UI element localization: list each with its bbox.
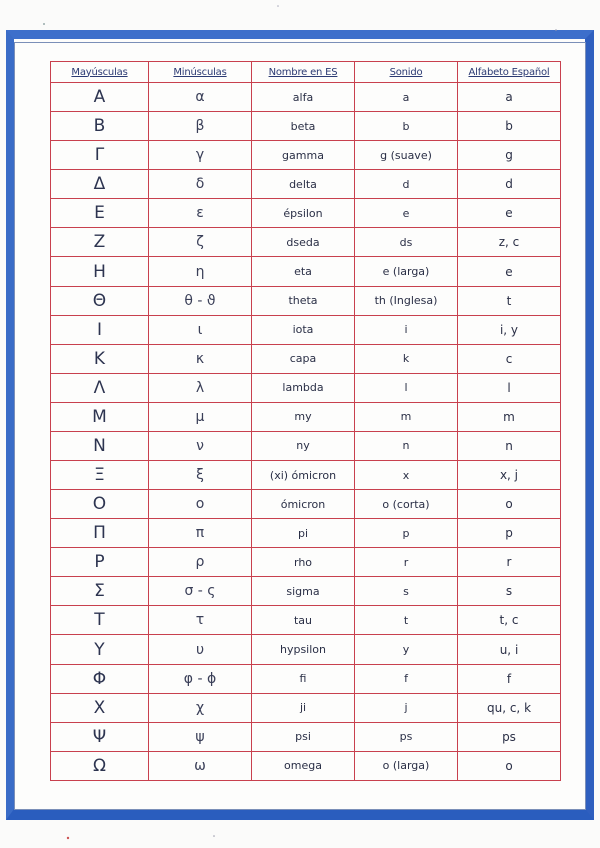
cell-sonido: i bbox=[355, 315, 458, 344]
cell-mayuscula: Ω bbox=[51, 751, 149, 780]
cell-mayuscula: Π bbox=[51, 519, 149, 548]
cell-minuscula: ν bbox=[149, 431, 252, 460]
cell-nombre: ny bbox=[252, 431, 355, 460]
cell-alfabeto: m bbox=[458, 402, 561, 431]
cell-alfabeto: o bbox=[458, 751, 561, 780]
cell-nombre: my bbox=[252, 402, 355, 431]
cell-alfabeto: a bbox=[458, 83, 561, 112]
cell-minuscula: ρ bbox=[149, 548, 252, 577]
cell-alfabeto: u, i bbox=[458, 635, 561, 664]
cell-minuscula: κ bbox=[149, 344, 252, 373]
table-row bbox=[51, 373, 561, 402]
table-row bbox=[51, 199, 561, 228]
table-row bbox=[51, 461, 561, 490]
cell-minuscula: τ bbox=[149, 606, 252, 635]
cell-nombre: tau bbox=[252, 606, 355, 635]
cell-mayuscula: Φ bbox=[51, 664, 149, 693]
cell-minuscula: ξ bbox=[149, 461, 252, 490]
cell-minuscula: ψ bbox=[149, 722, 252, 751]
cell-nombre: delta bbox=[252, 170, 355, 199]
cell-mayuscula: Ι bbox=[51, 315, 149, 344]
cell-minuscula: α bbox=[149, 83, 252, 112]
cell-alfabeto: ps bbox=[458, 722, 561, 751]
cell-sonido: p bbox=[355, 519, 458, 548]
table-row bbox=[51, 112, 561, 141]
cell-nombre: sigma bbox=[252, 577, 355, 606]
cell-mayuscula: Σ bbox=[51, 577, 149, 606]
cell-sonido: n bbox=[355, 431, 458, 460]
cell-nombre: rho bbox=[252, 548, 355, 577]
cell-nombre: iota bbox=[252, 315, 355, 344]
cell-sonido: g (suave) bbox=[355, 141, 458, 170]
cell-minuscula: γ bbox=[149, 141, 252, 170]
cell-alfabeto: g bbox=[458, 141, 561, 170]
cell-minuscula: φ - ϕ bbox=[149, 664, 252, 693]
greek-alphabet-table bbox=[50, 61, 561, 781]
cell-nombre: lambda bbox=[252, 373, 355, 402]
cell-minuscula: θ - ϑ bbox=[149, 286, 252, 315]
cell-sonido: f bbox=[355, 664, 458, 693]
header-sonido: Sonido bbox=[355, 62, 458, 83]
cell-alfabeto: c bbox=[458, 344, 561, 373]
cell-nombre: ji bbox=[252, 693, 355, 722]
table-row bbox=[51, 286, 561, 315]
cell-minuscula: β bbox=[149, 112, 252, 141]
table-row bbox=[51, 693, 561, 722]
table-row bbox=[51, 519, 561, 548]
cell-alfabeto: z, c bbox=[458, 228, 561, 257]
cell-minuscula: ο bbox=[149, 490, 252, 519]
cell-sonido: r bbox=[355, 548, 458, 577]
table-row bbox=[51, 431, 561, 460]
table-row bbox=[51, 228, 561, 257]
cell-nombre: omega bbox=[252, 751, 355, 780]
cell-alfabeto: l bbox=[458, 373, 561, 402]
cell-sonido: x bbox=[355, 461, 458, 490]
cell-minuscula: ζ bbox=[149, 228, 252, 257]
cell-sonido: ds bbox=[355, 228, 458, 257]
cell-mayuscula: Ο bbox=[51, 490, 149, 519]
cell-minuscula: ω bbox=[149, 751, 252, 780]
cell-sonido: e bbox=[355, 199, 458, 228]
table-row bbox=[51, 402, 561, 431]
cell-sonido: ps bbox=[355, 722, 458, 751]
table-row bbox=[51, 635, 561, 664]
cell-alfabeto: t bbox=[458, 286, 561, 315]
header-mayusculas: Mayúsculas bbox=[51, 62, 149, 83]
cell-minuscula: χ bbox=[149, 693, 252, 722]
cell-sonido: e (larga) bbox=[355, 257, 458, 286]
cell-sonido: d bbox=[355, 170, 458, 199]
cell-mayuscula: Β bbox=[51, 112, 149, 141]
header-minusculas: Minúsculas bbox=[149, 62, 252, 83]
table-row bbox=[51, 664, 561, 693]
cell-mayuscula: Κ bbox=[51, 344, 149, 373]
cell-sonido: o (larga) bbox=[355, 751, 458, 780]
table-row bbox=[51, 722, 561, 751]
cell-mayuscula: Δ bbox=[51, 170, 149, 199]
table-row bbox=[51, 141, 561, 170]
cell-nombre: hypsilon bbox=[252, 635, 355, 664]
table-row bbox=[51, 751, 561, 780]
cell-mayuscula: Υ bbox=[51, 635, 149, 664]
cell-sonido: m bbox=[355, 402, 458, 431]
cell-sonido: y bbox=[355, 635, 458, 664]
table-row bbox=[51, 577, 561, 606]
cell-alfabeto: b bbox=[458, 112, 561, 141]
cell-alfabeto: r bbox=[458, 548, 561, 577]
cell-mayuscula: Τ bbox=[51, 606, 149, 635]
cell-sonido: o (corta) bbox=[355, 490, 458, 519]
cell-sonido: k bbox=[355, 344, 458, 373]
cell-nombre: fi bbox=[252, 664, 355, 693]
cell-nombre: alfa bbox=[252, 83, 355, 112]
header-nombre: Nombre en ES bbox=[252, 62, 355, 83]
cell-mayuscula: Γ bbox=[51, 141, 149, 170]
cell-alfabeto: x, j bbox=[458, 461, 561, 490]
header-alfabeto-espanol: Alfabeto Español bbox=[458, 62, 561, 83]
cell-mayuscula: Χ bbox=[51, 693, 149, 722]
cell-alfabeto: e bbox=[458, 199, 561, 228]
cell-minuscula: σ - ς bbox=[149, 577, 252, 606]
cell-minuscula: η bbox=[149, 257, 252, 286]
cell-minuscula: μ bbox=[149, 402, 252, 431]
cell-minuscula: λ bbox=[149, 373, 252, 402]
cell-sonido: a bbox=[355, 83, 458, 112]
table-row bbox=[51, 257, 561, 286]
cell-nombre: pi bbox=[252, 519, 355, 548]
table-row bbox=[51, 490, 561, 519]
cell-alfabeto: n bbox=[458, 431, 561, 460]
cell-alfabeto: o bbox=[458, 490, 561, 519]
cell-alfabeto: p bbox=[458, 519, 561, 548]
cell-mayuscula: Ε bbox=[51, 199, 149, 228]
cell-mayuscula: Ρ bbox=[51, 548, 149, 577]
table-row bbox=[51, 606, 561, 635]
cell-mayuscula: Ζ bbox=[51, 228, 149, 257]
cell-alfabeto: i, y bbox=[458, 315, 561, 344]
cell-nombre: ómicron bbox=[252, 490, 355, 519]
cell-minuscula: π bbox=[149, 519, 252, 548]
cell-mayuscula: Ψ bbox=[51, 722, 149, 751]
cell-alfabeto: f bbox=[458, 664, 561, 693]
cell-alfabeto: t, c bbox=[458, 606, 561, 635]
cell-mayuscula: Λ bbox=[51, 373, 149, 402]
cell-mayuscula: Ξ bbox=[51, 461, 149, 490]
table-row bbox=[51, 548, 561, 577]
table-row bbox=[51, 83, 561, 112]
cell-nombre: dseda bbox=[252, 228, 355, 257]
cell-nombre: (xi) ómicron bbox=[252, 461, 355, 490]
cell-sonido: b bbox=[355, 112, 458, 141]
cell-nombre: beta bbox=[252, 112, 355, 141]
cell-alfabeto: s bbox=[458, 577, 561, 606]
header-row bbox=[51, 62, 561, 83]
cell-mayuscula: Θ bbox=[51, 286, 149, 315]
cell-nombre: gamma bbox=[252, 141, 355, 170]
cell-nombre: psi bbox=[252, 722, 355, 751]
cell-nombre: eta bbox=[252, 257, 355, 286]
cell-minuscula: δ bbox=[149, 170, 252, 199]
cell-sonido: th (Inglesa) bbox=[355, 286, 458, 315]
cell-alfabeto: d bbox=[458, 170, 561, 199]
cell-sonido: l bbox=[355, 373, 458, 402]
cell-mayuscula: Ν bbox=[51, 431, 149, 460]
cell-alfabeto: qu, c, k bbox=[458, 693, 561, 722]
cell-alfabeto: e bbox=[458, 257, 561, 286]
table-row bbox=[51, 315, 561, 344]
cell-nombre: theta bbox=[252, 286, 355, 315]
cell-mayuscula: Α bbox=[51, 83, 149, 112]
cell-mayuscula: Μ bbox=[51, 402, 149, 431]
cell-sonido: s bbox=[355, 577, 458, 606]
cell-sonido: t bbox=[355, 606, 458, 635]
table-row bbox=[51, 344, 561, 373]
cell-nombre: épsilon bbox=[252, 199, 355, 228]
cell-minuscula: ε bbox=[149, 199, 252, 228]
cell-minuscula: υ bbox=[149, 635, 252, 664]
cell-sonido: j bbox=[355, 693, 458, 722]
table-row bbox=[51, 170, 561, 199]
cell-nombre: capa bbox=[252, 344, 355, 373]
cell-minuscula: ι bbox=[149, 315, 252, 344]
cell-mayuscula: Η bbox=[51, 257, 149, 286]
